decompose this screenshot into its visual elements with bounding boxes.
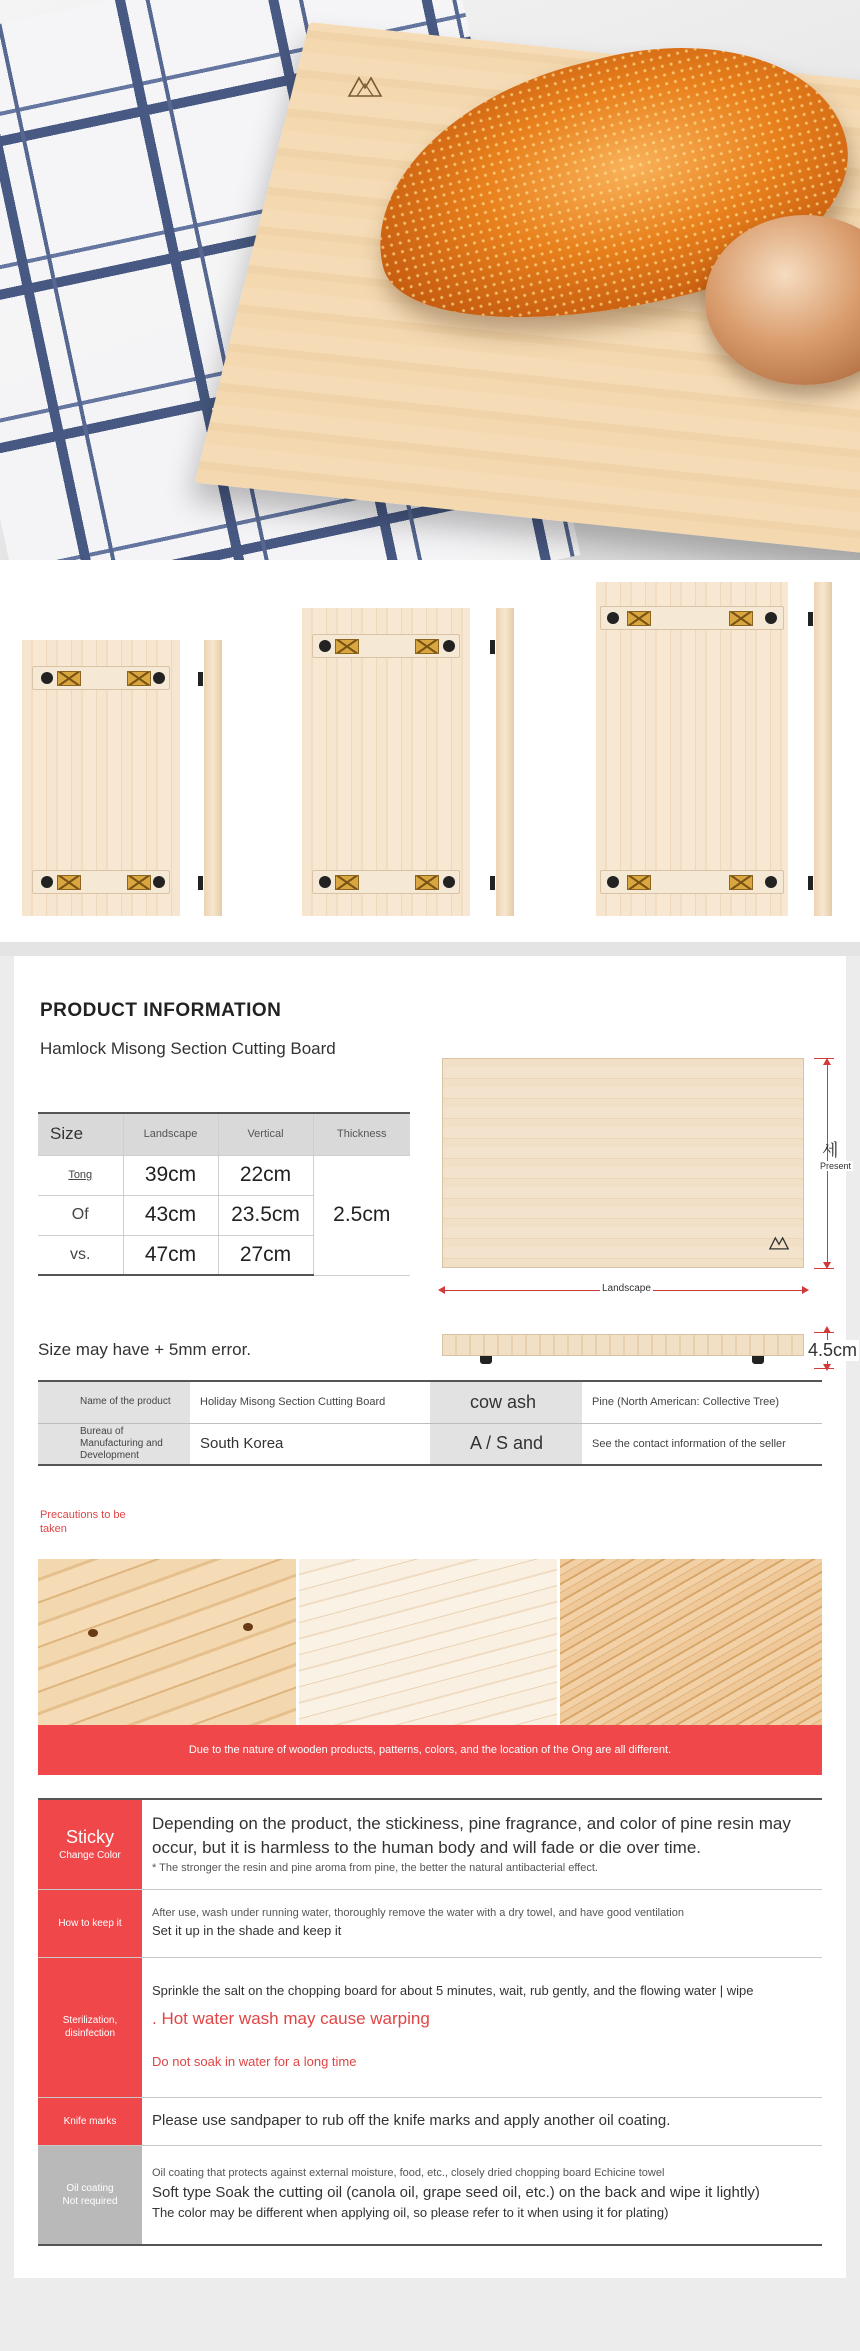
thickness-value: 2.5cm — [313, 1155, 410, 1275]
screw-icon — [41, 672, 53, 684]
landscape-value: 39cm — [123, 1155, 218, 1195]
care-table — [38, 1798, 822, 2246]
bracket-icon — [627, 875, 651, 890]
large-board-cleat-bottom — [600, 870, 784, 894]
screw-icon — [153, 672, 165, 684]
screw-icon — [319, 876, 331, 888]
care-label-sterilize: Sterilization, disinfection — [38, 1957, 142, 2097]
screw-icon — [765, 612, 777, 624]
dimension-tick — [814, 1268, 834, 1269]
precautions-title: Precautions to be taken — [40, 1509, 126, 1536]
bracket-icon — [729, 875, 753, 890]
bracket-icon — [415, 875, 439, 890]
wood-grain-photo-fine — [560, 1559, 822, 1725]
arrow-left-icon — [438, 1286, 445, 1294]
care-text: Soft type Soak the cutting oil (canola oil, grape seed oil, etc.) on the back and wipe it lightly) — [152, 2184, 760, 2202]
product-info-card — [14, 956, 858, 2278]
care-text: Oil coating that protects against external moisture, food, etc., closely dried chopping board Echicine towel — [152, 2167, 665, 2180]
care-body-knife — [142, 2097, 822, 2145]
spec-key: Name of the product — [38, 1381, 190, 1423]
arrow-up-icon — [823, 1058, 831, 1065]
vertical-dimension-label: 세 — [822, 1141, 839, 1160]
care-row-sticky — [38, 1799, 822, 1889]
foot — [480, 1356, 492, 1364]
bracket-icon — [127, 671, 151, 686]
size-header: Size — [38, 1113, 123, 1155]
medium-board-side — [496, 608, 514, 916]
large-board-cleat-top — [600, 606, 784, 630]
bracket-icon — [127, 875, 151, 890]
bracket-icon — [57, 671, 81, 686]
height-dimension-label: 4.5cm — [808, 1340, 858, 1360]
care-text: Please use sandpaper to rub off the knife marks and apply another oil coating. — [152, 2112, 671, 2130]
vertical-header: Vertical — [218, 1113, 313, 1155]
spec-value: South Korea — [190, 1423, 430, 1465]
care-text: Set it up in the shade and keep it — [152, 1922, 342, 1938]
small-board-cleat-bottom — [32, 870, 170, 894]
small-board-side — [204, 640, 222, 916]
care-text: * The stronger the resin and pine aroma from pine, the better the natural antibacterial effect. — [152, 1861, 598, 1874]
hero-photo — [0, 0, 860, 560]
large-board-back — [596, 582, 788, 916]
board-top-view — [442, 1058, 804, 1268]
spec-value: Pine (North American: Collective Tree) — [582, 1381, 822, 1423]
dimension-tick — [814, 1332, 834, 1333]
bracket-icon — [415, 639, 439, 654]
wood-knot — [243, 1623, 253, 1631]
wood-grain-photo-light — [299, 1559, 557, 1725]
screw-icon — [443, 640, 455, 652]
brand-logo-icon — [345, 70, 385, 100]
care-label-sub: Change Color — [59, 1850, 121, 1862]
medium-board-cleat-bottom — [312, 870, 460, 894]
care-text: After use, wash under running water, thoroughly remove the water with a dry towel, and have good ventilation — [152, 1906, 684, 1919]
landscape-value: 43cm — [123, 1195, 218, 1235]
spec-table — [38, 1380, 822, 1466]
screw-icon — [153, 876, 165, 888]
bracket-icon — [627, 611, 651, 626]
wood-grain-photo-knots — [38, 1559, 296, 1725]
screw-icon — [607, 612, 619, 624]
vertical-value: 22cm — [218, 1155, 313, 1195]
care-text: The color may be different when applying oil, so please refer to it when using it for plating) — [152, 2205, 669, 2221]
care-label-knife: Knife marks — [38, 2097, 142, 2145]
care-label-main: Oil coating — [66, 2182, 114, 2194]
foot — [198, 876, 203, 890]
product-name: Hamlock Misong Section Cutting Board — [40, 1039, 336, 1058]
spec-value: Holiday Misong Section Cutting Board — [190, 1381, 430, 1423]
wood-variation-banner: Due to the nature of wooden products, patterns, colors, and the location of the Ong are all different. — [38, 1725, 822, 1775]
foot — [808, 612, 813, 626]
screw-icon — [607, 876, 619, 888]
vertical-dimension-sublabel: Present — [820, 1161, 852, 1171]
foot — [198, 672, 203, 686]
size-label: Tong — [38, 1155, 123, 1195]
brand-logo-icon — [768, 1234, 790, 1251]
care-body-oil — [142, 2145, 822, 2245]
large-board-side — [814, 582, 832, 916]
size-table-header — [38, 1113, 410, 1155]
landscape-value: 47cm — [123, 1235, 218, 1275]
care-warning: Do not soak in water for a long time — [152, 2054, 357, 2070]
medium-board-cleat-top — [312, 634, 460, 658]
arrow-right-icon — [802, 1286, 809, 1294]
vertical-value: 27cm — [218, 1235, 313, 1275]
faded-text-area — [152, 2031, 812, 2053]
screw-icon — [443, 876, 455, 888]
care-row-oil — [38, 2145, 822, 2245]
care-warning: . Hot water wash may cause warping — [152, 2008, 430, 2028]
table-row — [38, 1423, 822, 1465]
bracket-icon — [57, 875, 81, 890]
spec-key: cow ash — [430, 1381, 582, 1423]
care-label-sticky — [38, 1799, 142, 1889]
bracket-icon — [335, 639, 359, 654]
landscape-dimension-label: Landscape — [602, 1283, 651, 1294]
table-row — [38, 1381, 822, 1423]
spec-value: See the contact information of the seller — [582, 1423, 822, 1465]
table-row — [38, 1155, 410, 1195]
landscape-header: Landscape — [123, 1113, 218, 1155]
foot — [808, 876, 813, 890]
size-error-note: Size may have + 5mm error. — [38, 1340, 252, 1359]
care-body-sticky — [142, 1799, 822, 1889]
wood-knot — [88, 1629, 98, 1637]
foot — [490, 876, 495, 890]
size-label: Of — [38, 1195, 123, 1235]
care-text: Depending on the product, the stickiness, pine fragrance, and color of pine resin may occur, but it is harmless to the human body and will fade or die over time. — [152, 1813, 791, 1858]
care-body-sterilize — [142, 1957, 822, 2097]
screw-icon — [319, 640, 331, 652]
care-label-oil — [38, 2145, 142, 2245]
care-body-keep — [142, 1889, 822, 1957]
size-table — [38, 1112, 410, 1276]
bracket-icon — [335, 875, 359, 890]
care-label-sub: Not required — [62, 2195, 118, 2207]
care-label-main: Sticky — [65, 1827, 114, 1848]
care-text: Sprinkle the salt on the chopping board for about 5 minutes, wait, rub gently, and the flowing water | wipe — [152, 1982, 754, 1998]
dimension-tick — [814, 1368, 834, 1369]
dimension-tick — [814, 1058, 834, 1059]
screw-icon — [765, 876, 777, 888]
foot — [490, 640, 495, 654]
vertical-value: 23.5cm — [218, 1195, 313, 1235]
board-side-view — [442, 1334, 804, 1356]
board-back-views — [0, 560, 860, 942]
screw-icon — [41, 876, 53, 888]
care-row-keep — [38, 1889, 822, 1957]
product-info-heading: PRODUCT INFORMATION — [40, 1000, 282, 1021]
size-label: vs. — [38, 1235, 123, 1275]
thickness-header: Thickness — [313, 1113, 410, 1155]
dimension-diagram — [434, 1018, 858, 1360]
section-divider — [0, 942, 860, 956]
foot — [752, 1356, 764, 1364]
spec-key: A / S and — [430, 1423, 582, 1465]
care-label-keep: How to keep it — [38, 1889, 142, 1957]
care-row-sterilize — [38, 1957, 822, 2097]
care-row-knife — [38, 2097, 822, 2145]
spec-key: Bureau of Manufacturing and Development — [38, 1423, 190, 1465]
small-board-cleat-top — [32, 666, 170, 690]
bracket-icon — [729, 611, 753, 626]
